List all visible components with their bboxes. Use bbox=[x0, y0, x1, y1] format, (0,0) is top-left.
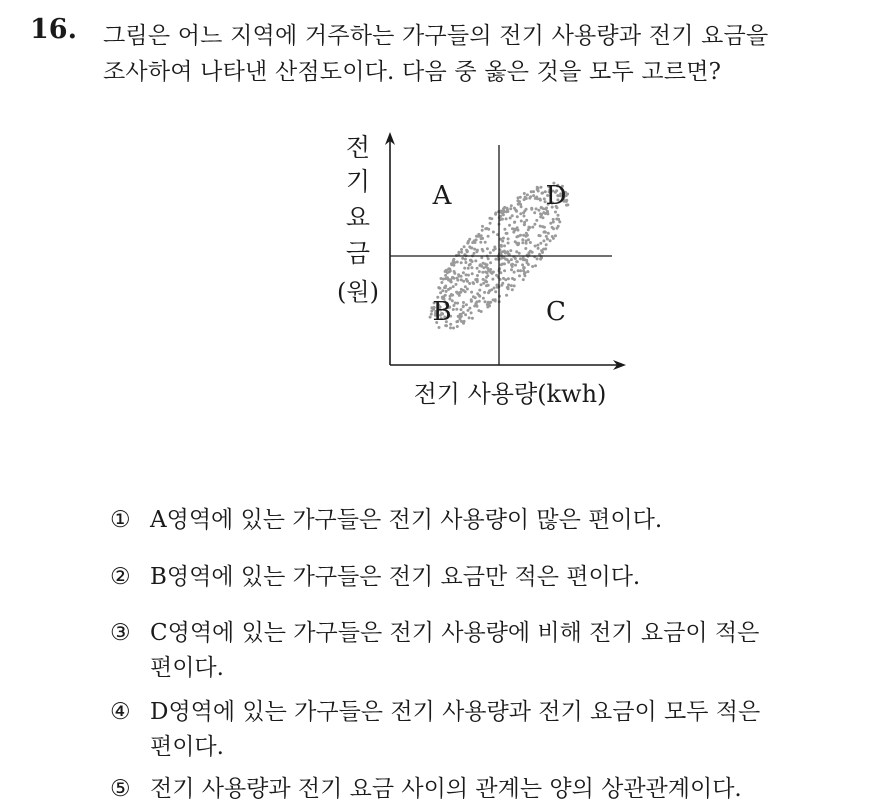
scatter-point bbox=[474, 302, 477, 305]
scatter-point bbox=[531, 265, 534, 268]
scatter-point bbox=[452, 264, 455, 267]
option-text: A영역에 있는 가구들은 전기 사용량이 많은 편이다. bbox=[150, 507, 663, 533]
scatter-point bbox=[545, 235, 548, 238]
scatter-point bbox=[521, 263, 524, 266]
scatter-point bbox=[484, 300, 487, 303]
scatter-point bbox=[463, 267, 466, 270]
scatter-point bbox=[546, 238, 549, 241]
scatter-point bbox=[514, 264, 517, 267]
scatter-point bbox=[501, 240, 504, 243]
scatter-point bbox=[521, 238, 524, 241]
scatter-point bbox=[513, 228, 516, 231]
scatter-point bbox=[482, 297, 485, 300]
scatter-point bbox=[522, 234, 525, 237]
option-5[interactable] bbox=[110, 770, 742, 803]
scatter-point bbox=[462, 271, 465, 274]
scatter-point bbox=[489, 268, 492, 271]
scatter-point bbox=[478, 295, 481, 298]
scatter-point bbox=[458, 294, 461, 297]
scatter-point bbox=[470, 311, 473, 314]
scatter-point bbox=[485, 276, 488, 279]
scatter-point bbox=[464, 290, 467, 293]
scatter-point bbox=[453, 277, 456, 280]
scatter-point bbox=[466, 288, 469, 291]
scatter-point bbox=[455, 283, 458, 286]
scatter-point bbox=[474, 259, 477, 262]
scatter-point bbox=[467, 267, 470, 270]
scatter-point bbox=[544, 231, 547, 234]
scatter-point bbox=[519, 212, 522, 215]
scatter-point bbox=[539, 225, 542, 228]
scatter-point bbox=[542, 239, 545, 242]
scatter-point bbox=[456, 279, 459, 282]
scatter-point bbox=[522, 258, 525, 261]
scatter-point bbox=[496, 284, 499, 287]
scatter-point bbox=[503, 269, 506, 272]
scatter-point bbox=[503, 244, 506, 247]
scatter-point bbox=[530, 208, 533, 211]
scatter-point bbox=[454, 302, 457, 305]
scatter-point bbox=[543, 226, 546, 229]
scatter-point bbox=[502, 237, 505, 240]
scatter-point bbox=[538, 253, 541, 256]
scatter-point bbox=[464, 285, 467, 288]
scatter-point bbox=[463, 320, 466, 323]
scatter-point bbox=[505, 294, 508, 297]
scatter-point bbox=[502, 210, 505, 213]
scatter-point bbox=[468, 264, 471, 267]
scatter-point bbox=[466, 280, 469, 283]
scatter-point bbox=[537, 247, 540, 250]
scatter-point bbox=[487, 235, 490, 238]
scatter-point bbox=[509, 249, 512, 252]
scatter-point bbox=[484, 271, 487, 274]
scatter-plot-figure bbox=[330, 128, 640, 413]
scatter-point bbox=[554, 234, 557, 237]
scatter-point bbox=[494, 258, 497, 261]
scatter-point bbox=[552, 218, 555, 221]
scatter-point bbox=[438, 287, 441, 290]
scatter-point bbox=[460, 261, 463, 264]
scatter-point bbox=[523, 221, 526, 224]
option-text: D영역에 있는 가구들은 전기 사용량과 전기 요금이 모두 적은 bbox=[150, 699, 761, 725]
scatter-point bbox=[546, 212, 549, 215]
scatter-point bbox=[480, 256, 483, 259]
scatter-point bbox=[481, 237, 484, 240]
x-axis-label: 전기 사용량(kwh) bbox=[413, 380, 607, 408]
scatter-point bbox=[541, 251, 544, 254]
option-3[interactable] bbox=[110, 614, 759, 647]
scatter-point bbox=[429, 316, 432, 319]
scatter-point bbox=[515, 260, 518, 263]
scatter-point bbox=[505, 232, 508, 235]
scatter-point bbox=[523, 192, 526, 195]
scatter-point bbox=[447, 288, 450, 291]
scatter-point bbox=[518, 274, 521, 277]
scatter-point bbox=[510, 268, 513, 271]
scatter-point bbox=[536, 186, 539, 189]
scatter-point bbox=[526, 270, 529, 273]
scatter-point bbox=[465, 303, 468, 306]
scatter-point bbox=[480, 283, 483, 286]
scatter-point bbox=[539, 212, 542, 215]
scatter-point bbox=[466, 250, 469, 253]
scatter-point bbox=[504, 252, 507, 255]
scatter-point bbox=[462, 280, 465, 283]
scatter-point bbox=[518, 252, 521, 255]
scatter-point bbox=[527, 238, 530, 241]
scatter-point bbox=[468, 245, 471, 248]
scatter-point bbox=[503, 262, 506, 265]
scatter-point bbox=[486, 263, 489, 266]
scatter-point bbox=[524, 247, 527, 250]
scatter-point bbox=[482, 262, 485, 265]
scatter-point bbox=[529, 241, 532, 244]
scatter-point bbox=[462, 301, 465, 304]
scatter-point bbox=[483, 291, 486, 294]
scatter-point bbox=[502, 207, 505, 210]
scatter-point bbox=[551, 226, 554, 229]
scatter-point bbox=[525, 259, 528, 262]
scatter-point bbox=[460, 308, 463, 311]
option-1[interactable] bbox=[110, 501, 662, 534]
scatter-point bbox=[460, 251, 463, 254]
scatter-point bbox=[536, 244, 539, 247]
scatter-point bbox=[478, 270, 481, 273]
scatter-point bbox=[555, 218, 558, 221]
scatter-point bbox=[486, 267, 489, 270]
question-text-line-1: 그림은 어느 지역에 거주하는 가구들의 전기 사용량과 전기 요금을 bbox=[103, 23, 769, 49]
scatter-point bbox=[519, 257, 522, 260]
scatter-point bbox=[484, 241, 487, 244]
scatter-point bbox=[520, 220, 523, 223]
scatter-point bbox=[480, 310, 483, 313]
scatter-point bbox=[478, 235, 481, 238]
scatter-point bbox=[515, 250, 518, 253]
scatter-point bbox=[464, 313, 467, 316]
scatter-point bbox=[509, 207, 512, 210]
scatter-point bbox=[492, 298, 495, 301]
scatter-point bbox=[536, 257, 539, 260]
scatter-point bbox=[471, 317, 474, 320]
scatter-point bbox=[486, 247, 489, 250]
scatter-point bbox=[493, 287, 496, 290]
scatter-point bbox=[507, 242, 510, 245]
option-text: 전기 사용량과 전기 요금 사이의 관계는 양의 상관관계이다. bbox=[150, 776, 742, 802]
scatter-point bbox=[487, 291, 490, 294]
option-4-continuation: 편이다. bbox=[150, 734, 224, 760]
scatter-point bbox=[539, 215, 542, 218]
scatter-point bbox=[460, 320, 463, 323]
scatter-point bbox=[472, 282, 475, 285]
scatter-point bbox=[519, 234, 522, 237]
scatter-point bbox=[446, 276, 449, 279]
scatter-point bbox=[534, 264, 537, 267]
scatter-point bbox=[489, 261, 492, 264]
scatter-point bbox=[468, 307, 471, 310]
scatter-point bbox=[542, 248, 545, 251]
scatter-point bbox=[510, 284, 513, 287]
option-text: C영역에 있는 가구들은 전기 사용량에 비해 전기 요금이 적은 bbox=[150, 620, 760, 646]
scatter-point bbox=[475, 238, 478, 241]
scatter-point bbox=[476, 267, 479, 270]
scatter-point bbox=[528, 197, 531, 200]
scatter-point bbox=[452, 327, 455, 330]
scatter-point bbox=[457, 251, 460, 254]
scatter-point bbox=[500, 263, 503, 266]
scatter-point bbox=[487, 228, 490, 231]
scatter-point bbox=[473, 252, 476, 255]
scatter-point bbox=[440, 277, 443, 280]
scatter-point bbox=[540, 186, 543, 189]
option-marker: ③ bbox=[110, 620, 131, 646]
scatter-point bbox=[517, 229, 520, 232]
scatter-point bbox=[507, 237, 510, 240]
question-number: 16. bbox=[30, 14, 77, 45]
scatter-point bbox=[500, 284, 503, 287]
scatter-point bbox=[453, 270, 456, 273]
scatter-point bbox=[474, 241, 477, 244]
scatter-point bbox=[529, 250, 532, 253]
option-marker: ④ bbox=[110, 699, 131, 725]
scatter-point bbox=[489, 222, 492, 225]
scatter-point bbox=[507, 260, 510, 263]
scatter-point bbox=[508, 224, 511, 227]
scatter-point bbox=[532, 194, 535, 197]
scatter-point bbox=[461, 257, 464, 260]
region-label-c: C bbox=[546, 297, 566, 327]
scatter-point bbox=[532, 190, 535, 193]
scatter-point bbox=[533, 223, 536, 226]
scatter-point bbox=[524, 271, 527, 274]
option-3-continuation: 편이다. bbox=[150, 655, 224, 681]
scatter-point bbox=[440, 281, 443, 284]
scatter-point bbox=[517, 242, 520, 245]
scatter-point bbox=[468, 316, 471, 319]
scatter-point bbox=[519, 269, 522, 272]
scatter-point bbox=[471, 272, 474, 275]
option-2[interactable] bbox=[110, 558, 640, 591]
option-marker: ⑤ bbox=[110, 776, 131, 802]
scatter-point bbox=[491, 278, 494, 281]
scatter-point bbox=[557, 214, 560, 217]
scatter-point bbox=[444, 286, 447, 289]
scatter-point bbox=[487, 301, 490, 304]
scatter-point bbox=[533, 211, 536, 214]
scatter-point bbox=[476, 305, 479, 308]
scatter-point bbox=[514, 208, 517, 211]
scatter-point bbox=[481, 225, 484, 228]
scatter-point bbox=[537, 190, 540, 193]
scatter-point bbox=[511, 265, 514, 268]
scatter-point bbox=[528, 226, 531, 229]
scatter-point bbox=[549, 239, 552, 242]
scatter-point bbox=[482, 250, 485, 253]
scatter-point bbox=[502, 256, 505, 259]
scatter-point bbox=[511, 277, 514, 280]
scatter-point bbox=[487, 284, 490, 287]
scatter-point bbox=[513, 221, 516, 224]
scatter-point bbox=[522, 278, 525, 281]
scatter-point bbox=[507, 287, 510, 290]
scatter-point bbox=[493, 246, 496, 249]
scatter-point bbox=[449, 278, 452, 281]
scatter-point bbox=[476, 278, 479, 281]
y-axis-label-char: 금 bbox=[345, 239, 371, 268]
scatter-point bbox=[537, 209, 540, 212]
scatter-point bbox=[525, 208, 528, 211]
scatter-point bbox=[526, 193, 529, 196]
scatter-point bbox=[468, 282, 471, 285]
scatter-point bbox=[510, 258, 513, 261]
scatter-point bbox=[490, 217, 493, 220]
scatter-point bbox=[456, 325, 459, 328]
scatter-point bbox=[507, 283, 510, 286]
scatter-point bbox=[513, 271, 516, 274]
scatter-point bbox=[467, 241, 470, 244]
scatter-point bbox=[479, 241, 482, 244]
scatter-point bbox=[476, 292, 479, 295]
scatter-point bbox=[557, 225, 560, 228]
y-axis-label-char: 전 bbox=[345, 133, 371, 162]
scatter-point bbox=[459, 291, 462, 294]
scatter-point bbox=[452, 285, 455, 288]
scatter-point bbox=[522, 211, 525, 214]
scatter-point bbox=[484, 227, 487, 230]
scatter-point bbox=[462, 305, 465, 308]
scatter-point bbox=[525, 232, 528, 235]
scatter-point bbox=[539, 234, 542, 237]
scatter-point bbox=[481, 229, 484, 232]
scatter-point bbox=[463, 245, 466, 248]
scatter-point bbox=[448, 268, 451, 271]
scatter-point bbox=[476, 274, 479, 277]
scatter-point bbox=[470, 266, 473, 269]
scatter-point bbox=[473, 248, 476, 251]
option-marker: ② bbox=[110, 564, 131, 590]
scatter-point bbox=[502, 277, 505, 280]
scatter-point bbox=[523, 274, 526, 277]
scatter-point bbox=[470, 259, 473, 262]
scatter-point bbox=[534, 245, 537, 248]
scatter-point bbox=[539, 242, 542, 245]
scatter-point bbox=[470, 300, 473, 303]
scatter-point bbox=[492, 231, 495, 234]
scatter-point bbox=[503, 228, 506, 231]
scatter-point bbox=[489, 271, 492, 274]
scatter-point bbox=[495, 274, 498, 277]
scatter-point bbox=[455, 291, 458, 294]
y-axis-label-char: 요 bbox=[345, 203, 371, 232]
scatter-point bbox=[523, 215, 526, 218]
scatter-point bbox=[527, 263, 530, 266]
option-marker: ① bbox=[110, 507, 131, 533]
scatter-point bbox=[552, 221, 555, 224]
scatter-point bbox=[535, 219, 538, 222]
scatter-point bbox=[536, 197, 539, 200]
scatter-point bbox=[522, 266, 525, 269]
scatter-point bbox=[455, 308, 458, 311]
scatter-point bbox=[501, 218, 504, 221]
question-text-line-2: 조사하여 나타낸 산점도이다. 다음 중 옳은 것을 모두 고르면? bbox=[103, 59, 722, 85]
scatter-point bbox=[482, 278, 485, 281]
scatter-point bbox=[478, 289, 481, 292]
scatter-point bbox=[472, 295, 475, 298]
scatter-point bbox=[465, 273, 468, 276]
scatter-point bbox=[462, 311, 465, 314]
scatter-point bbox=[452, 308, 455, 311]
y-axis-unit: (원) bbox=[337, 278, 379, 306]
scatter-point bbox=[476, 249, 479, 252]
scatter-point bbox=[478, 300, 481, 303]
y-axis-label-char: 기 bbox=[345, 167, 371, 196]
scatter-point bbox=[445, 290, 448, 293]
scatter-point bbox=[464, 258, 467, 261]
scatter-point bbox=[539, 199, 542, 202]
scatter-point bbox=[470, 291, 473, 294]
scatter-point bbox=[547, 232, 550, 235]
scatter-point bbox=[516, 215, 519, 218]
region-label-a: A bbox=[432, 181, 452, 211]
scatter-point bbox=[505, 217, 508, 220]
scatter-point bbox=[525, 197, 528, 200]
scatter-point bbox=[520, 205, 523, 208]
scatter-point bbox=[456, 320, 459, 323]
scatter-point bbox=[510, 204, 513, 207]
scatter-point bbox=[540, 206, 543, 209]
scatter-point bbox=[509, 217, 512, 220]
scatter-point bbox=[535, 207, 538, 210]
scatter-point bbox=[487, 257, 490, 260]
scatter-point bbox=[460, 315, 463, 318]
scatter-point bbox=[458, 275, 461, 278]
scatter-point bbox=[486, 306, 489, 309]
scatter-point bbox=[444, 270, 447, 273]
scatter-point bbox=[456, 261, 459, 264]
scatter-point bbox=[467, 309, 470, 312]
scatter-point bbox=[500, 244, 503, 247]
scatter-point bbox=[441, 289, 444, 292]
scatter-point bbox=[494, 213, 497, 216]
scatter-point bbox=[480, 265, 483, 268]
option-text: B영역에 있는 가구들은 전기 요금만 적은 편이다. bbox=[150, 564, 641, 590]
scatter-point bbox=[518, 200, 521, 203]
scatter-point bbox=[464, 261, 467, 264]
scatter-point bbox=[492, 249, 495, 252]
scatter-point bbox=[444, 274, 447, 277]
scatter-point bbox=[507, 277, 510, 280]
option-4[interactable] bbox=[110, 693, 760, 726]
scatter-point bbox=[551, 235, 554, 238]
scatter-point bbox=[517, 196, 520, 199]
scatter-point bbox=[492, 271, 495, 274]
region-label-b: B bbox=[432, 297, 452, 327]
scatter-point bbox=[511, 288, 514, 291]
scatter-point bbox=[545, 243, 548, 246]
scatter-point bbox=[513, 284, 516, 287]
scatter-point bbox=[531, 226, 534, 229]
scatter-point bbox=[481, 271, 484, 274]
scatter-point bbox=[489, 251, 492, 254]
scatter-point bbox=[460, 248, 463, 251]
scatter-point bbox=[452, 260, 455, 263]
scatter-point bbox=[494, 290, 497, 293]
scatter-point bbox=[521, 241, 524, 244]
scatter-point bbox=[541, 192, 544, 195]
region-label-d: D bbox=[545, 181, 567, 211]
scatter-point bbox=[482, 282, 485, 285]
